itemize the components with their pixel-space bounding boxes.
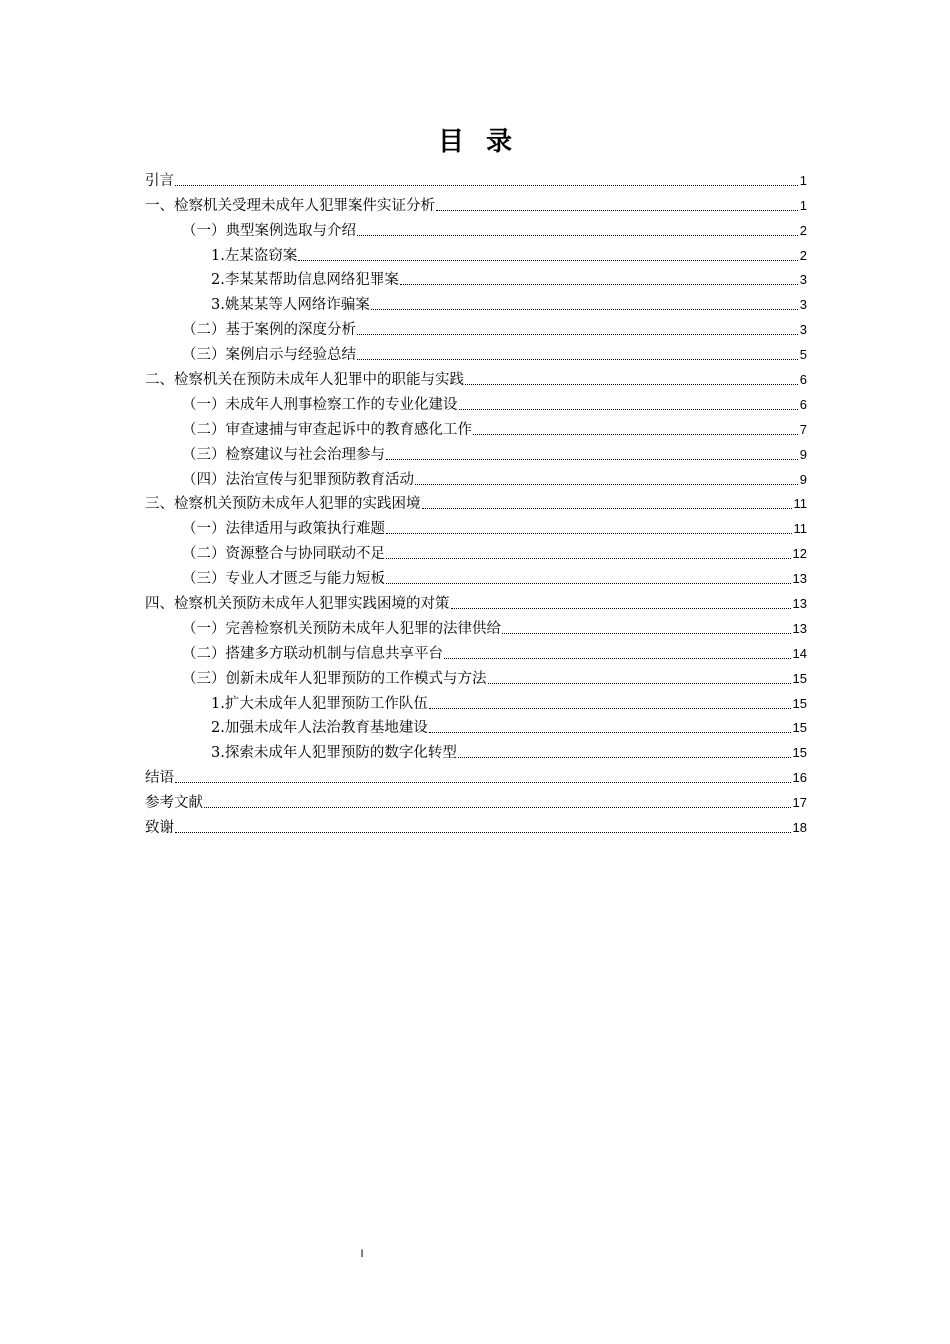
toc-dot-leader [175, 832, 791, 833]
toc-entry-title: 1.扩大未成年人犯罪预防工作队伍 [211, 695, 428, 712]
toc-entry-page: 13 [792, 596, 807, 612]
toc-dot-leader [386, 459, 798, 460]
toc-dot-leader [357, 235, 798, 236]
toc-dot-leader [298, 260, 797, 261]
toc-dot-leader [429, 732, 791, 733]
toc-entry-page: 11 [793, 496, 807, 512]
toc-entry-title: （三）创新未成年人犯罪预防的工作模式与方法 [182, 670, 487, 687]
toc-entry-page: 15 [792, 670, 807, 686]
toc-dot-leader [451, 608, 791, 609]
toc-entry-title: （一）典型案例选取与介绍 [182, 222, 356, 239]
toc-entry-page: 17 [792, 795, 807, 811]
toc-entry-page: 3 [799, 322, 807, 338]
toc-entry-page: 5 [799, 347, 807, 363]
toc-entry-title: 3.探索未成年人犯罪预防的数字化转型 [211, 745, 457, 762]
toc-entry[interactable] [145, 639, 807, 664]
toc-entry[interactable] [145, 390, 807, 415]
toc-entry[interactable] [145, 290, 807, 315]
toc-entry[interactable] [145, 166, 807, 191]
toc-dot-leader [473, 434, 798, 435]
toc-dot-leader [371, 309, 798, 310]
toc-entry-title: 二、检察机关在预防未成年人犯罪中的职能与实践 [145, 372, 464, 389]
toc-entry-page: 1 [799, 172, 807, 188]
toc-entry-page: 2 [799, 247, 807, 263]
toc-entry-title: （二）资源整合与协同联动不足 [182, 546, 385, 563]
toc-entry[interactable] [145, 266, 807, 291]
toc-dot-leader [386, 533, 792, 534]
toc-entry-title: 1.左某盗窃案 [211, 247, 298, 264]
toc-entry-title: （一）未成年人刑事检察工作的专业化建设 [182, 396, 458, 413]
page-number: I [360, 1248, 364, 1260]
toc-entry-page: 9 [799, 471, 807, 487]
toc-entry-page: 6 [799, 372, 807, 388]
toc-entry-page: 11 [793, 521, 807, 537]
toc-dot-leader [436, 210, 798, 211]
toc-dot-leader [386, 583, 791, 584]
toc-entry-title: 2.加强未成年人法治教育基地建设 [211, 720, 428, 737]
toc-entry[interactable] [145, 664, 807, 689]
toc-entry-title: （四）法治宣传与犯罪预防教育活动 [182, 471, 414, 488]
toc-entry-page: 1 [799, 197, 807, 213]
toc-entry[interactable] [145, 440, 807, 465]
toc-entry-page: 2 [799, 222, 807, 238]
toc-entry-title: （二）搭建多方联动机制与信息共享平台 [182, 645, 443, 662]
toc-dot-leader [422, 508, 792, 509]
toc-entry[interactable] [145, 564, 807, 589]
toc-entry-page: 15 [792, 745, 807, 761]
toc-entry-title: 三、检察机关预防未成年人犯罪的实践困境 [145, 496, 421, 513]
toc-entry-title: 一、检察机关受理未成年人犯罪案件实证分析 [145, 197, 435, 214]
toc-entry-page: 3 [799, 272, 807, 288]
toc-dot-leader [175, 185, 798, 186]
toc-entry[interactable] [145, 241, 807, 266]
toc-entry-title: （二）审查逮捕与审查起诉中的教育感化工作 [182, 421, 472, 438]
toc-entry[interactable] [145, 714, 807, 739]
toc-entry-title: 致谢 [145, 820, 174, 837]
toc-entry[interactable] [145, 216, 807, 241]
toc-dot-leader [175, 782, 791, 783]
toc-entry[interactable] [145, 738, 807, 763]
toc-entry[interactable] [145, 689, 807, 714]
toc-entry-page: 18 [792, 820, 807, 836]
toc-entry-page: 14 [792, 645, 807, 661]
toc-entry[interactable] [145, 465, 807, 490]
toc-dot-leader [204, 807, 791, 808]
toc-entry-page: 6 [799, 396, 807, 412]
toc-dot-leader [488, 683, 791, 684]
toc-dot-leader [386, 558, 791, 559]
toc-entry-title: 参考文献 [145, 795, 203, 812]
toc-entry-page: 7 [799, 421, 807, 437]
toc-dot-leader [465, 384, 798, 385]
toc-dot-leader [357, 334, 798, 335]
toc-entry[interactable] [145, 788, 807, 813]
toc-entry[interactable] [145, 589, 807, 614]
toc-entry[interactable] [145, 315, 807, 340]
toc-entry-title: 结语 [145, 770, 174, 787]
toc-dot-leader [429, 708, 791, 709]
toc-entry-page: 3 [799, 297, 807, 313]
toc-entry-page: 13 [792, 620, 807, 636]
toc-entry[interactable] [145, 415, 807, 440]
toc-entry-title: 3.姚某某等人网络诈骗案 [211, 297, 370, 314]
toc-entry-page: 13 [792, 571, 807, 587]
toc-entry[interactable] [145, 191, 807, 216]
toc-entry[interactable] [145, 813, 807, 838]
toc-entry[interactable] [145, 763, 807, 788]
toc-entry[interactable] [145, 614, 807, 639]
toc-entry-page: 15 [792, 695, 807, 711]
toc-dot-leader [502, 633, 791, 634]
toc-entry-title: 2.李某某帮助信息网络犯罪案 [211, 272, 399, 289]
toc-entry-title: 四、检察机关预防未成年人犯罪实践困境的对策 [145, 596, 450, 613]
toc-dot-leader [357, 359, 798, 360]
toc-entry-title: （一）完善检察机关预防未成年人犯罪的法律供给 [182, 620, 501, 637]
toc-title: 目录 [437, 127, 534, 157]
toc-list [145, 166, 807, 838]
toc-entry[interactable] [145, 539, 807, 564]
toc-entry[interactable] [145, 365, 807, 390]
toc-dot-leader [415, 484, 798, 485]
toc-entry-page: 12 [792, 546, 807, 562]
toc-entry[interactable] [145, 514, 807, 539]
toc-entry-page: 16 [792, 770, 807, 786]
toc-dot-leader [459, 409, 798, 410]
toc-dot-leader [458, 757, 791, 758]
toc-dot-leader [444, 658, 791, 659]
toc-entry-title: （三）专业人才匮乏与能力短板 [182, 571, 385, 588]
toc-entry-title: （三）检察建议与社会治理参与 [182, 446, 385, 463]
toc-entry-title: （一）法律适用与政策执行难题 [182, 521, 385, 538]
toc-entry[interactable] [145, 490, 807, 515]
toc-entry-page: 9 [799, 446, 807, 462]
toc-entry-page: 15 [792, 720, 807, 736]
toc-entry-title: （三）案例启示与经验总结 [182, 347, 356, 364]
toc-dot-leader [400, 284, 798, 285]
toc-entry[interactable] [145, 340, 807, 365]
toc-entry-title: （二）基于案例的深度分析 [182, 322, 356, 339]
toc-entry-title: 引言 [145, 172, 174, 189]
